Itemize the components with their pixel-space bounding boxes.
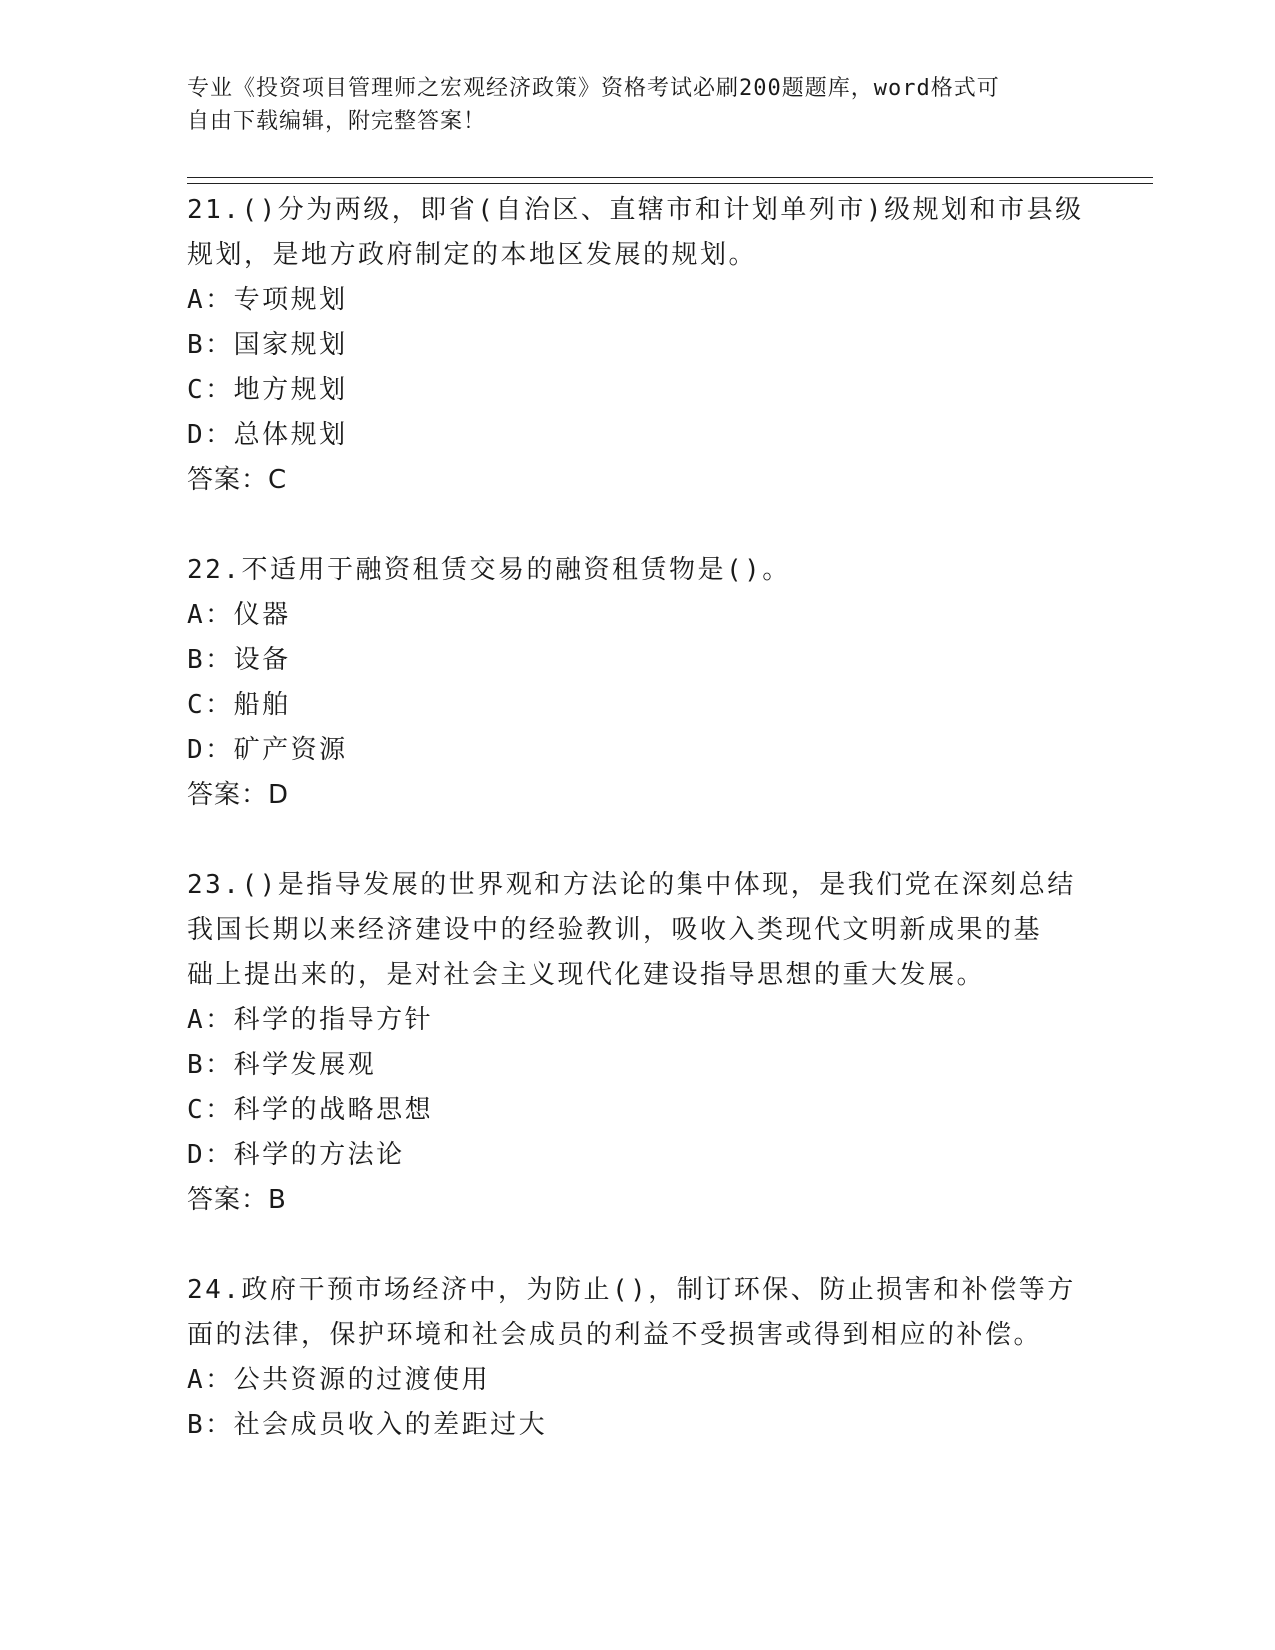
question-stem-line: 础上提出来的，是对社会主义现代化建设指导思想的重大发展。 xyxy=(187,960,986,990)
question-23 xyxy=(187,863,1087,1223)
document-header xyxy=(187,72,1087,138)
question-stem-line: 24.政府干预市场经济中，为防止()，制订环保、防止损害和补偿等方 xyxy=(187,1275,1076,1305)
option-c: C：科学的战略思想 xyxy=(187,1095,434,1125)
question-stem-line: 规划，是地方政府制定的本地区发展的规划。 xyxy=(187,240,758,270)
question-list xyxy=(187,188,1087,1448)
option-a: A：科学的指导方针 xyxy=(187,1005,434,1035)
question-spacer xyxy=(187,818,1087,863)
question-24 xyxy=(187,1268,1087,1448)
question-stem-line: 我国长期以来经济建设中的经验教训，吸收入类现代文明新成果的基 xyxy=(187,915,1043,945)
option-c: C：地方规划 xyxy=(187,375,348,405)
option-a: A：仪器 xyxy=(187,600,291,630)
option-a: A：专项规划 xyxy=(187,285,348,315)
question-21 xyxy=(187,188,1087,503)
option-d: D：矿产资源 xyxy=(187,735,348,765)
answer-line: 答案：B xyxy=(187,1185,287,1215)
question-stem-line: 22.不适用于融资租赁交易的融资租赁物是()。 xyxy=(187,555,791,585)
question-spacer xyxy=(187,503,1087,548)
header-line-1: 专业《投资项目管理师之宏观经济政策》资格考试必刷200题题库，word格式可 xyxy=(187,76,1000,101)
question-22 xyxy=(187,548,1087,818)
answer-line: 答案：C xyxy=(187,465,288,495)
option-d: D：总体规划 xyxy=(187,420,348,450)
question-stem-line: 21.()分为两级，即省(自治区、直辖市和计划单列市)级规划和市县级 xyxy=(187,195,1084,225)
option-b: B：国家规划 xyxy=(187,330,348,360)
header-divider-bottom xyxy=(187,183,1153,184)
option-b: B：社会成员收入的差距过大 xyxy=(187,1410,548,1440)
header-divider-top xyxy=(187,177,1153,178)
question-stem-line: 面的法律，保护环境和社会成员的利益不受损害或得到相应的补偿。 xyxy=(187,1320,1043,1350)
answer-line: 答案：D xyxy=(187,780,290,810)
option-b: B：科学发展观 xyxy=(187,1050,377,1080)
header-line-2: 自由下载编辑，附完整答案！ xyxy=(187,109,487,134)
question-spacer xyxy=(187,1223,1087,1268)
option-a: A：公共资源的过渡使用 xyxy=(187,1365,491,1395)
question-stem-line: 23.()是指导发展的世界观和方法论的集中体现，是我们党在深刻总结 xyxy=(187,870,1076,900)
option-c: C：船舶 xyxy=(187,690,291,720)
option-b: B：设备 xyxy=(187,645,291,675)
option-d: D：科学的方法论 xyxy=(187,1140,405,1170)
